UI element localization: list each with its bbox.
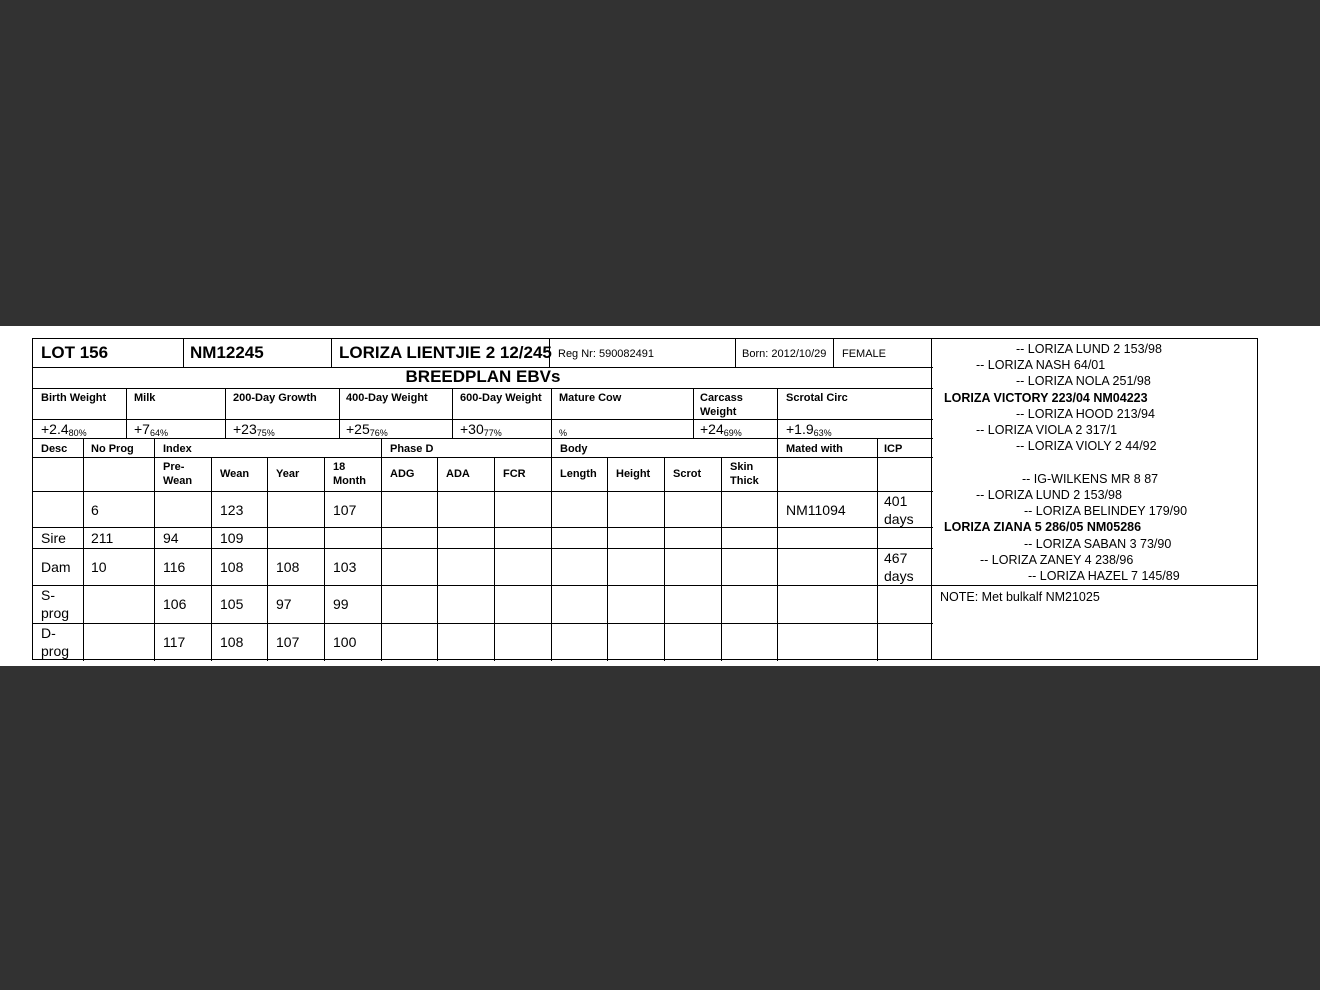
col-height: Height xyxy=(616,468,651,480)
ebv-value-scrotal: $+1.9_{63\%}$ xyxy=(786,421,832,438)
sex: FEMALE xyxy=(842,348,887,360)
own-noprog: 6 xyxy=(91,502,99,518)
own-icp-2: days xyxy=(884,511,914,527)
dam-noprog: 10 xyxy=(91,559,107,575)
col-prewean-2: Wean xyxy=(163,475,193,487)
ebv-label-200-day: 200-Day Growth xyxy=(233,392,317,404)
ebv-value-birth-weight: $+2.4_{80\%}$ xyxy=(41,421,87,438)
ebv-value-mature-cow: % xyxy=(559,428,568,438)
sprog-year: 97 xyxy=(276,596,292,612)
ebv-value-600-day: $+30_{77\%}$ xyxy=(460,421,502,438)
sprog-desc-1: S- xyxy=(41,587,55,603)
col-noprog: No Prog xyxy=(91,443,134,455)
col-adg: ADG xyxy=(390,468,415,480)
sprog-18month: 99 xyxy=(333,596,349,612)
animal-name: LORIZA LIENTJIE 2 12/245 xyxy=(339,343,552,362)
birth-date: Born: 2012/10/29 xyxy=(742,348,827,360)
dam-icp-1: 467 xyxy=(884,550,908,566)
own-wean: 123 xyxy=(220,502,244,518)
col-skin-2: Thick xyxy=(730,475,759,487)
col-icp: ICP xyxy=(884,443,903,455)
pedigree-panel xyxy=(932,338,1258,660)
pedigree-sire-5: -- LORIZA HOOD 213/94 xyxy=(1016,407,1155,421)
ebv-label-600-day: 600-Day Weight xyxy=(460,392,542,404)
ebv-value-carcass: $+24_{69\%}$ xyxy=(700,421,742,438)
dam-prewean: 116 xyxy=(163,559,186,575)
ebv-label-scrotal: Scrotal Circ xyxy=(786,392,848,404)
dam-icp-2: days xyxy=(884,568,914,584)
own-icp-1: 401 xyxy=(884,493,908,509)
pedigree-dam-5: -- LORIZA SABAN 3 73/90 xyxy=(1024,537,1172,551)
sire-desc: Sire xyxy=(41,530,66,546)
pedigree-sire-6: -- LORIZA VIOLA 2 317/1 xyxy=(976,423,1118,437)
ebv-title: BREEDPLAN EBVs xyxy=(405,367,561,386)
ebv-label-birth-weight: Birth Weight xyxy=(41,392,107,404)
lot-card xyxy=(32,338,932,660)
dam-wean: 108 xyxy=(220,559,244,575)
note: NOTE: Met bulkalf NM21025 xyxy=(940,590,1100,604)
col-index: Index xyxy=(163,443,192,455)
col-scrot: Scrot xyxy=(673,468,702,480)
ebv-value-milk: $+7_{64\%}$ xyxy=(134,421,168,438)
reg-number: Reg Nr: 590082491 xyxy=(558,348,655,360)
col-fcr: FCR xyxy=(503,468,526,480)
col-body: Body xyxy=(560,443,588,455)
col-length: Length xyxy=(560,468,597,480)
sire-wean: 109 xyxy=(220,530,244,546)
dprog-desc-1: D- xyxy=(41,625,56,641)
sprog-wean: 105 xyxy=(220,596,244,612)
dprog-desc-2: prog xyxy=(41,643,70,659)
ebv-label-mature-cow: Mature Cow xyxy=(559,392,622,404)
col-skin-1: Skin xyxy=(730,461,754,473)
pedigree-sire: LORIZA VICTORY 223/04 NM04223 xyxy=(944,391,1148,405)
pedigree-dam-6: -- LORIZA ZANEY 4 238/96 xyxy=(980,553,1134,567)
ebv-value-400-day: $+25_{76\%}$ xyxy=(346,421,388,438)
sprog-desc-2: prog xyxy=(41,605,70,621)
col-18month-1: 18 xyxy=(333,461,346,473)
dam-year: 108 xyxy=(276,559,300,575)
ebv-label-carcass-2: Weight xyxy=(700,406,737,418)
ebv-label-milk: Milk xyxy=(134,392,156,404)
col-phased: Phase D xyxy=(390,443,434,455)
col-ada: ADA xyxy=(446,468,470,480)
dprog-wean: 108 xyxy=(220,634,244,650)
sprog-prewean: 106 xyxy=(163,596,187,612)
lot-number: LOT 156 xyxy=(41,343,109,362)
pedigree-dam-7: -- LORIZA HAZEL 7 145/89 xyxy=(1028,569,1180,583)
col-desc: Desc xyxy=(41,443,68,455)
pedigree-dam-1: -- IG-WILKENS MR 8 87 xyxy=(1022,472,1159,486)
dprog-18month: 100 xyxy=(333,634,357,650)
col-prewean-1: Pre- xyxy=(163,461,185,473)
dprog-year: 107 xyxy=(276,634,300,650)
col-mated: Mated with xyxy=(786,443,843,455)
dam-desc: Dam xyxy=(41,559,71,575)
dam-18month: 103 xyxy=(333,559,357,575)
ebv-value-200-day: $+23_{75\%}$ xyxy=(233,421,275,438)
own-mated-with: NM11094 xyxy=(786,502,846,518)
dprog-prewean: 117 xyxy=(163,634,186,650)
animal-id: NM12245 xyxy=(190,343,264,362)
pedigree-dam-2: -- LORIZA LUND 2 153/98 xyxy=(976,488,1122,502)
sire-prewean: 94 xyxy=(163,530,179,546)
ebv-label-carcass: Carcass xyxy=(700,392,743,404)
pedigree-dam: LORIZA ZIANA 5 286/05 NM05286 xyxy=(944,520,1142,534)
pedigree-sire-7: -- LORIZA VIOLY 2 44/92 xyxy=(1016,439,1157,453)
own-18month: 107 xyxy=(333,502,357,518)
col-year: Year xyxy=(276,468,300,480)
ebv-label-400-day: 400-Day Weight xyxy=(346,392,428,404)
pedigree-sire-2: -- LORIZA NASH 64/01 xyxy=(976,358,1106,372)
pedigree-dam-3: -- LORIZA BELINDEY 179/90 xyxy=(1024,504,1188,518)
pedigree-sire-3: -- LORIZA NOLA 251/98 xyxy=(1016,374,1151,388)
col-wean: Wean xyxy=(220,468,250,480)
sire-noprog: 211 xyxy=(91,530,114,546)
pedigree-sire-1: -- LORIZA LUND 2 153/98 xyxy=(1016,342,1162,356)
col-18month-2: Month xyxy=(333,475,366,487)
